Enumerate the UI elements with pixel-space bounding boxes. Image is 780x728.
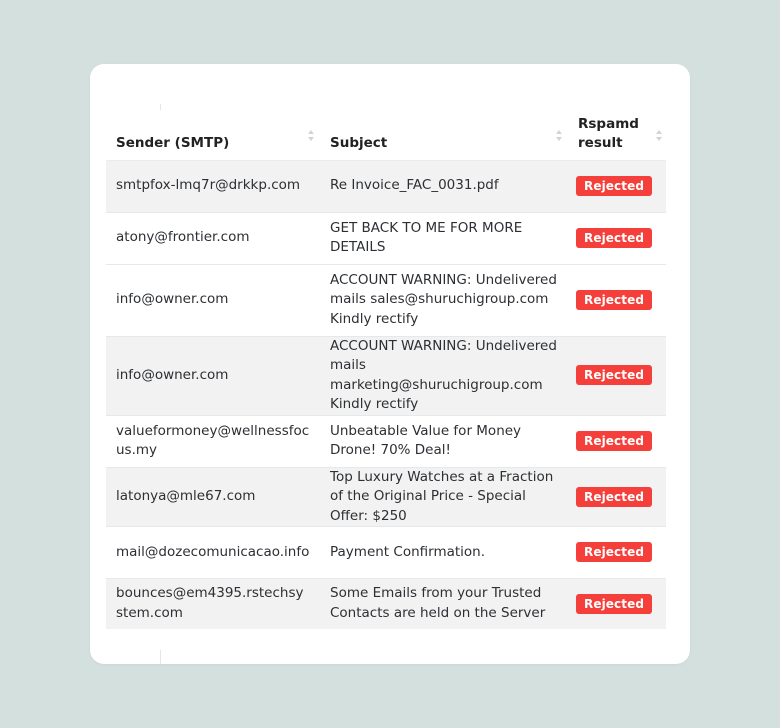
divider [160, 650, 161, 664]
column-header-rspamd-result[interactable] [568, 112, 666, 160]
sender-cell: valueformoney@wellnessfocus.my [116, 422, 310, 458]
subject-cell: Some Emails from your Trusted Contacts are held on the Server [320, 579, 568, 629]
divider [160, 104, 161, 110]
result-cell [568, 527, 666, 579]
table-header-row [106, 112, 666, 160]
sender-cell: info@owner.com [116, 291, 229, 308]
table-row [106, 415, 666, 467]
subject-cell: Unbeatable Value for Money Drone! 70% Deal! [330, 422, 522, 458]
result-cell [568, 467, 666, 527]
column-header-sender[interactable] [106, 112, 320, 160]
table-row [106, 467, 666, 527]
status-badge: Rejected [576, 228, 652, 248]
result-cell [568, 579, 666, 629]
result-cell [568, 212, 666, 264]
table-row [106, 527, 666, 579]
subject-cell: Re Invoice_FAC_0031.pdf [320, 160, 568, 212]
subject-cell: GET BACK TO ME FOR MORE DETAILS [330, 219, 523, 255]
status-badge: Rejected [576, 365, 652, 385]
subject-cell: Top Luxury Watches at a Fraction of the Original Price - Special Offer: $250 [320, 467, 568, 527]
status-badge: Rejected [576, 290, 652, 310]
sender-cell: atony@frontier.com [116, 229, 250, 246]
status-badge: Rejected [576, 431, 652, 451]
result-cell [568, 160, 666, 212]
table-row [106, 579, 666, 629]
sender-cell: mail@dozecomunicacao.info [116, 543, 310, 560]
subject-cell: ACCOUNT WARNING: Undelivered mails marketing@shuruchigroup.com Kindly rectify [320, 336, 568, 415]
table-row [106, 336, 666, 415]
status-badge: Rejected [576, 542, 652, 562]
result-cell [568, 264, 666, 336]
sort-icon[interactable] [308, 130, 316, 144]
column-header-label: result [578, 134, 623, 151]
column-header-label: Subject [330, 134, 388, 151]
sender-cell: bounces@em4395.rstechsystem.com [106, 579, 320, 629]
column-header-label: Sender (SMTP) [116, 134, 230, 151]
status-badge: Rejected [576, 594, 652, 614]
rspamd-results-table [106, 112, 666, 629]
table-row [106, 212, 666, 264]
column-header-subject[interactable] [320, 112, 568, 160]
column-header-label: Rspamd [578, 115, 639, 132]
status-badge: Rejected [576, 176, 652, 196]
result-cell [568, 336, 666, 415]
sort-icon[interactable] [656, 130, 664, 144]
subject-cell: ACCOUNT WARNING: Undelivered mails sales@shuruchigroup.com Kindly rectify [330, 271, 557, 327]
sender-cell: latonya@mle67.com [106, 467, 320, 527]
table-row [106, 160, 666, 212]
results-card [90, 64, 690, 664]
result-cell [568, 415, 666, 467]
sender-cell: smtpfox-lmq7r@drkkp.com [106, 160, 320, 212]
table-row [106, 264, 666, 336]
sort-icon[interactable] [556, 130, 564, 144]
sender-cell: info@owner.com [106, 336, 320, 415]
status-badge: Rejected [576, 487, 652, 507]
subject-cell: Payment Confirmation. [330, 543, 486, 560]
